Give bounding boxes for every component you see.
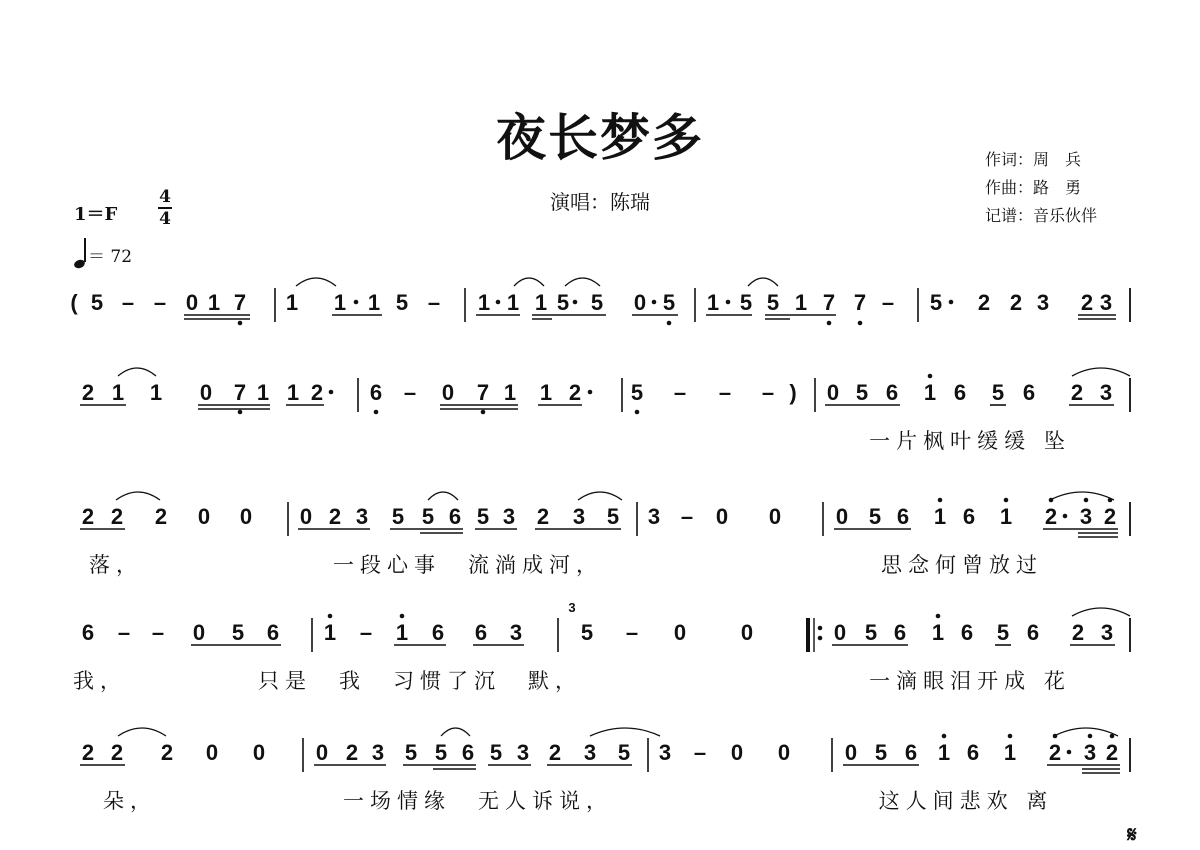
note: 7 (853, 290, 867, 315)
lyric-line: 只是 我 习惯了沉 默， (258, 669, 582, 693)
high-octave-dot (328, 614, 333, 619)
note: 1 (111, 380, 125, 405)
note: 5 (868, 504, 882, 529)
note: 2 (1105, 740, 1119, 765)
lyric-line: 落， (89, 553, 143, 577)
note: 3 (509, 620, 523, 645)
slur (116, 492, 160, 500)
key-signature: 1＝F (74, 204, 118, 225)
segno-mark: 𝄋 (1127, 822, 1137, 847)
lyricist-credit: 作词：周 兵 (985, 150, 1082, 169)
high-octave-dot (1008, 734, 1013, 739)
note: 2 (328, 504, 342, 529)
slur (118, 728, 166, 736)
note: 0 (730, 740, 744, 765)
note: 5 (874, 740, 888, 765)
slur (514, 278, 544, 286)
note: 6 (431, 620, 445, 645)
note: 1 (539, 380, 553, 405)
note: 5 (855, 380, 869, 405)
note: 0 (740, 620, 754, 645)
note: 6 (962, 504, 976, 529)
note: 6 (966, 740, 980, 765)
note: 6 (81, 620, 95, 645)
note: 1 (285, 290, 299, 315)
note: 5 (489, 740, 503, 765)
note: 1 (477, 290, 491, 315)
note: 0 (833, 620, 847, 645)
note: 5 (476, 504, 490, 529)
dash-mark: – (761, 380, 775, 405)
note: 2 (345, 740, 359, 765)
note: 5 (662, 290, 676, 315)
note: 2 (1103, 504, 1117, 529)
slur (428, 492, 458, 500)
dash-mark: – (718, 380, 732, 405)
note-high: 1 (937, 740, 951, 765)
note: 0 (633, 290, 647, 315)
slur (1072, 368, 1130, 376)
augmentation-dot (652, 300, 657, 305)
note: 3 (647, 504, 661, 529)
note: 2 (154, 504, 168, 529)
augmentation-dot (573, 300, 578, 305)
lyric-line: 思念何曾放过 (881, 553, 1043, 577)
note-high: 1 (999, 504, 1013, 529)
slur (1054, 728, 1118, 736)
note: 6 (893, 620, 907, 645)
high-octave-dot (1108, 498, 1113, 503)
note: 0 (715, 504, 729, 529)
augmentation-dot (354, 300, 359, 305)
note: 0 (205, 740, 219, 765)
note: 6 (474, 620, 488, 645)
note: 6 (953, 380, 967, 405)
note: 3 (572, 504, 586, 529)
note: 2 (110, 740, 124, 765)
note: 6 (1026, 620, 1040, 645)
augmentation-dot (726, 300, 731, 305)
note: 6 (885, 380, 899, 405)
note: 2 (160, 740, 174, 765)
note: 6 (960, 620, 974, 645)
note: 1 (207, 290, 221, 315)
note: 5 (404, 740, 418, 765)
note: 5 (929, 290, 943, 315)
triplet-mark: 3 (568, 600, 576, 615)
note: 5 (606, 504, 620, 529)
dash-mark: – (881, 290, 895, 315)
lyric-line: 一片枫叶缓缓 坠 (869, 429, 1071, 453)
high-octave-dot (1053, 734, 1058, 739)
note: 1 (256, 380, 270, 405)
note: 3 (502, 504, 516, 529)
note: 7 (233, 380, 247, 405)
dash-mark: – (117, 620, 131, 645)
note: 3 (516, 740, 530, 765)
low-octave-dot (635, 410, 640, 415)
lyric-line: 一场情缘 无人诉说， (343, 789, 613, 813)
note: 6 (896, 504, 910, 529)
note: 1 (333, 290, 347, 315)
note: 3 (1079, 504, 1093, 529)
augmentation-dot (588, 390, 593, 395)
tempo-value: ＝ 72 (88, 247, 133, 267)
note: 2 (1009, 290, 1023, 315)
high-octave-dot (1084, 498, 1089, 503)
time-signature-top: 4 (159, 187, 171, 207)
augmentation-dot (949, 300, 954, 305)
low-octave-dot (481, 410, 486, 415)
time-signature-bottom: 4 (159, 209, 171, 229)
note: 2 (1070, 380, 1084, 405)
note: 6 (461, 740, 475, 765)
note: 5 (991, 380, 1005, 405)
high-octave-dot (928, 374, 933, 379)
note: 2 (1080, 290, 1094, 315)
note: 5 (90, 290, 104, 315)
note: 5 (395, 290, 409, 315)
note: 2 (548, 740, 562, 765)
note: 1 (286, 380, 300, 405)
note: 0 (768, 504, 782, 529)
composer-credit: 作曲：路 勇 (985, 178, 1082, 197)
note: 2 (81, 380, 95, 405)
note: 5 (231, 620, 245, 645)
augmentation-dot (496, 300, 501, 305)
note: 1 (149, 380, 163, 405)
lyric-line: 这人间悲欢 离 (878, 789, 1054, 813)
note: 5 (421, 504, 435, 529)
slur (590, 728, 660, 736)
dash-mark: – (403, 380, 417, 405)
note-high: 1 (323, 620, 337, 645)
note: 3 (1083, 740, 1097, 765)
augmentation-dot (1067, 750, 1072, 755)
note: ) (789, 380, 797, 405)
high-octave-dot (1088, 734, 1093, 739)
note: 1 (367, 290, 381, 315)
augmentation-dot (1063, 514, 1068, 519)
note: 5 (556, 290, 570, 315)
dash-mark: – (151, 620, 165, 645)
note: 2 (977, 290, 991, 315)
note: 0 (777, 740, 791, 765)
note: 1 (506, 290, 520, 315)
note: 7 (822, 290, 836, 315)
note: 2 (1071, 620, 1085, 645)
note-high: 1 (923, 380, 937, 405)
note: 6 (904, 740, 918, 765)
slur (296, 278, 336, 286)
note: 0 (252, 740, 266, 765)
note: 2 (81, 504, 95, 529)
note: 2 (568, 380, 582, 405)
slur (1072, 608, 1130, 616)
note: 3 (1099, 380, 1113, 405)
note: 5 (391, 504, 405, 529)
repeat-dot (818, 636, 823, 641)
note: 0 (844, 740, 858, 765)
note: 6 (369, 380, 383, 405)
lyric-line: 一段心事 流淌成河， (333, 553, 603, 577)
note: 5 (617, 740, 631, 765)
note: 0 (239, 504, 253, 529)
note: 3 (1036, 290, 1050, 315)
high-octave-dot (938, 498, 943, 503)
note: 5 (996, 620, 1010, 645)
note: 2 (81, 740, 95, 765)
note: 0 (192, 620, 206, 645)
slur (578, 492, 622, 500)
dash-mark: – (693, 740, 707, 765)
low-octave-dot (238, 410, 243, 415)
note: 0 (199, 380, 213, 405)
high-octave-dot (942, 734, 947, 739)
note: 5 (864, 620, 878, 645)
dash-mark: – (625, 620, 639, 645)
note: 5 (766, 290, 780, 315)
high-octave-dot (1110, 734, 1115, 739)
low-octave-dot (374, 410, 379, 415)
dash-mark: – (427, 290, 441, 315)
note: 5 (580, 620, 594, 645)
note-high: 1 (1003, 740, 1017, 765)
repeat-dot (818, 626, 823, 631)
note: 2 (1044, 504, 1058, 529)
note: 0 (197, 504, 211, 529)
transcriber-credit: 记谱：音乐伙伴 (985, 206, 1098, 225)
note: 3 (1099, 290, 1113, 315)
note: 7 (233, 290, 247, 315)
note: 5 (739, 290, 753, 315)
note: 6 (448, 504, 462, 529)
note: 0 (673, 620, 687, 645)
note: 2 (536, 504, 550, 529)
note: 2 (110, 504, 124, 529)
slur (441, 728, 470, 736)
song-title: 夜长梦多 (496, 108, 704, 167)
note: 3 (355, 504, 369, 529)
note: 1 (794, 290, 808, 315)
dash-mark: – (359, 620, 373, 645)
note: 0 (441, 380, 455, 405)
slur (1050, 492, 1114, 500)
high-octave-dot (1004, 498, 1009, 503)
note: 0 (185, 290, 199, 315)
lyric-line: 朵， (103, 789, 157, 813)
dash-mark: – (680, 504, 694, 529)
note: 5 (434, 740, 448, 765)
note: 2 (310, 380, 324, 405)
note: 0 (835, 504, 849, 529)
slur (748, 278, 778, 286)
note: 0 (315, 740, 329, 765)
note: 1 (534, 290, 548, 315)
note: 1 (503, 380, 517, 405)
note: 3 (583, 740, 597, 765)
low-octave-dot (238, 321, 243, 326)
note: 0 (299, 504, 313, 529)
note: ( (70, 290, 78, 315)
high-octave-dot (400, 614, 405, 619)
lyric-line: 我， (73, 669, 127, 693)
high-octave-dot (936, 614, 941, 619)
note: 3 (1100, 620, 1114, 645)
note: 0 (826, 380, 840, 405)
note: 3 (371, 740, 385, 765)
slur (118, 368, 156, 376)
augmentation-dot (329, 390, 334, 395)
singer-line: 演唱：陈瑞 (550, 190, 650, 214)
note: 2 (1048, 740, 1062, 765)
lyric-line: 一滴眼泪开成 花 (869, 669, 1071, 693)
note-high: 1 (931, 620, 945, 645)
high-octave-dot (1049, 498, 1054, 503)
slur (565, 278, 600, 286)
note-high: 1 (395, 620, 409, 645)
low-octave-dot (827, 321, 832, 326)
dash-mark: – (673, 380, 687, 405)
note: 1 (706, 290, 720, 315)
low-octave-dot (667, 321, 672, 326)
note: 5 (630, 380, 644, 405)
note: 3 (658, 740, 672, 765)
note: 7 (476, 380, 490, 405)
dash-mark: – (121, 290, 135, 315)
note-high: 1 (933, 504, 947, 529)
low-octave-dot (858, 321, 863, 326)
note: 6 (1022, 380, 1036, 405)
note: 5 (590, 290, 604, 315)
dash-mark: – (153, 290, 167, 315)
note: 6 (266, 620, 280, 645)
